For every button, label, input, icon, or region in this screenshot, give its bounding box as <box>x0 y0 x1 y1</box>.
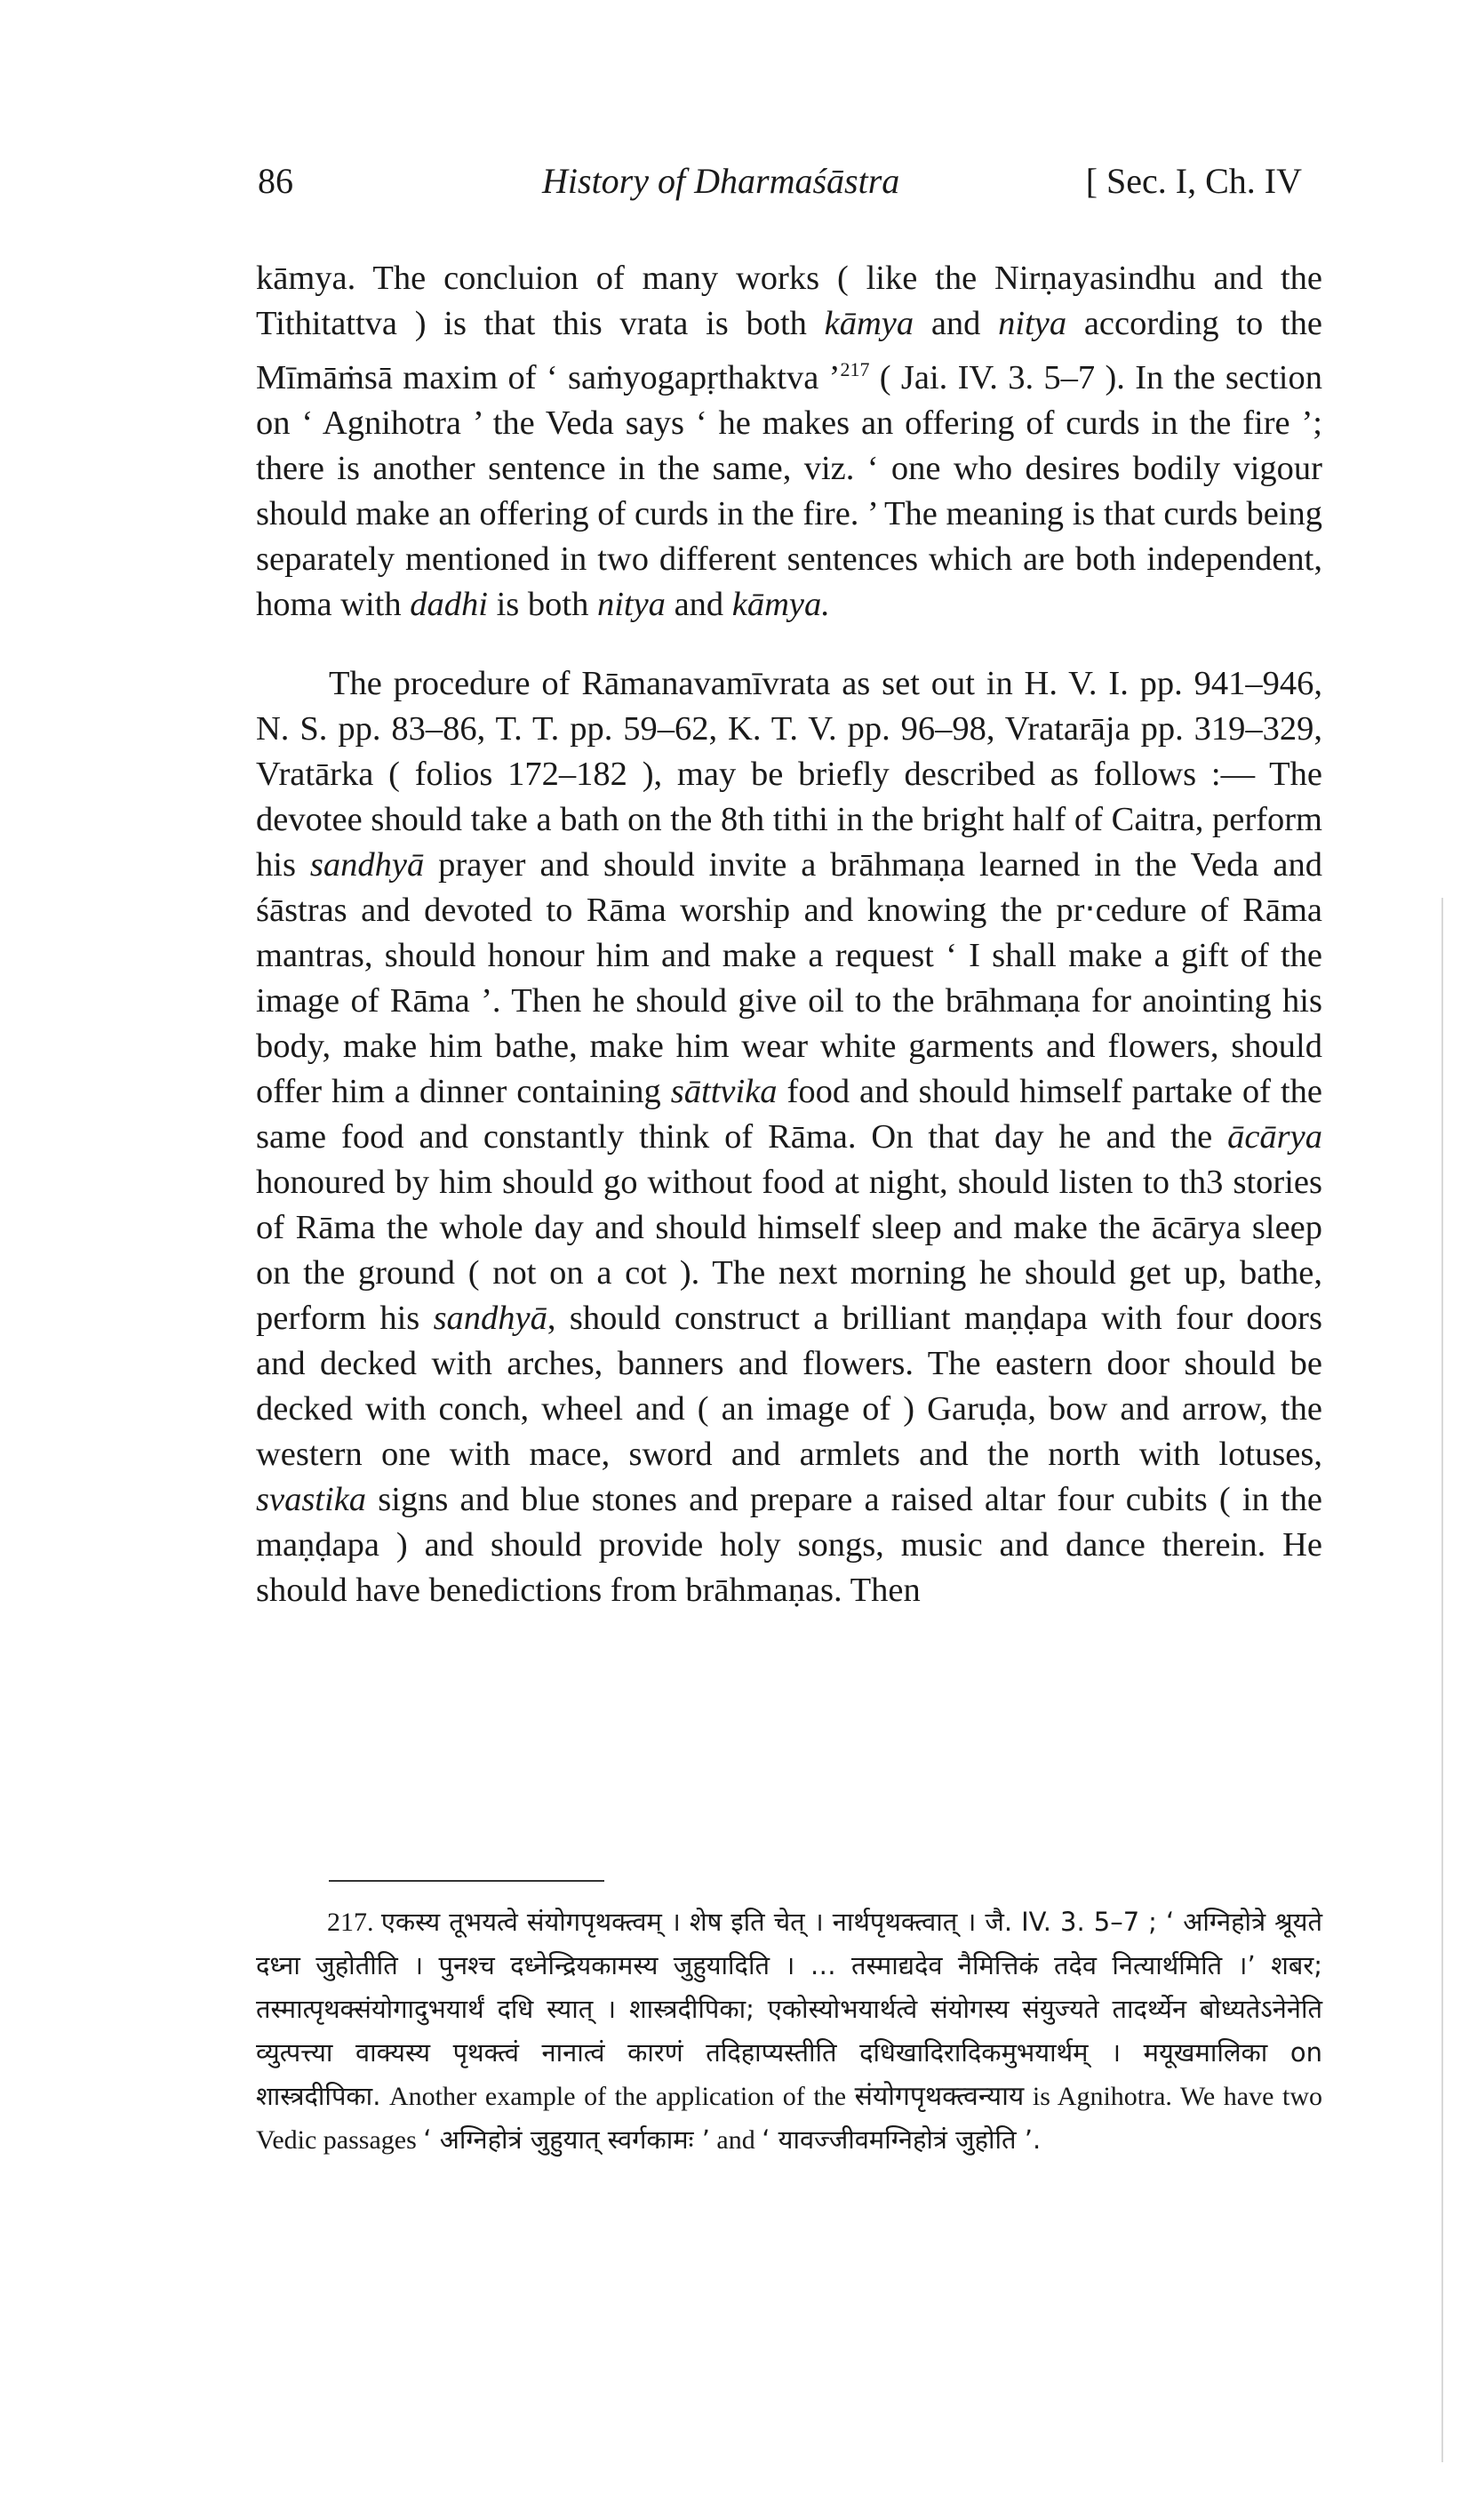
text-run: is both <box>487 586 597 623</box>
text-run: and <box>665 586 732 623</box>
text-run: food and should himself partake of the same food and constantly think of Rāma. On that day he and the <box>256 1073 1322 1156</box>
text-run: signs and blue stones and prepare a raised altar four cubits ( in the maṇḍapa ) and should provide holy songs, music and dance therein. He should have benedictions from brāhmaṇas. Then <box>256 1481 1322 1609</box>
paragraph-2 <box>256 661 1322 1613</box>
section-reference: [ Sec. I, Ch. IV <box>1085 161 1302 201</box>
footnote-sanskrit: एकस्य तूभयत्वे संयोगपृथक्त्वम् । शेष इति चेत् । नार्थपृथक्त्वात् । जै. IV. 3. 5–7 ; ‘ अग्निहोत्रे श्रूयते दध्ना जुहोतीति । पुनश्च दध्नेन्द्रियकामस्य जुहुयादिति । … तस्माद्यदेव नैमित्तिकं तदेव नित्यार्थमिति ।’ शबर; तस्मात्पृथक्संयोगादुभयार्थं दधि स्यात् । शास्त्रदीपिका; एकोस्योभयार्थत्वे संयोगस्य संयुज्यते तादर्थ्येन बोध्यतेऽनेनेति व्युत्पत्त्या वाक्यस्य पृथक्त्वं नानात्वं कारणं तदिहाप्यस्तीति दधिखादिरादिकमुभयार्थम् । मयूखमालिका on शास्त्रदीपिका. <box>256 1907 1322 2111</box>
footnote-217 <box>256 1900 1322 2162</box>
text-run: honoured by him should go without food at night, should listen to th3 stories of Rāma the whole day and should himself sleep and make the ācārya sleep on the ground ( not on a cot ). The next morning he should get up, bathe, perform his <box>256 1164 1322 1337</box>
text-run: kāmya. The concluion of many works ( like the Nirṇayasindhu and the Tithitattva ) is that this vrata is both <box>256 260 1322 342</box>
text-run: , should construct a brilliant maṇḍapa with four doors and decked with arches, banners and flowers. The eastern door should be decked with conch, wheel and ( an image of ) Garuḍa, bow and arrow, the western one with mace, sword and armlets and the north with lotuses, <box>256 1300 1322 1473</box>
page-header <box>258 160 1302 213</box>
italic-term: ācārya <box>1227 1118 1322 1156</box>
italic-term: sāttvika <box>670 1073 778 1110</box>
text-run: and <box>914 305 999 342</box>
paragraph-1 <box>256 256 1322 628</box>
page-number: 86 <box>258 161 293 201</box>
page-edge-line <box>1441 898 1443 2462</box>
text-run: prayer and should invite a brāhmaṇa learned in the Veda and śāstras and devoted to Rāma worship and knowing the pr‧cedure of Rāma mantras, should honour him and make a request ‘ I shall make a gift of the image of Rāma ’. Then he should give oil to the brāhmaṇa for anointing his body, make him bathe, make him wear white garments and flowers, should offer him a dinner containing <box>256 846 1322 1110</box>
italic-term: kāmya <box>824 305 914 342</box>
footnote-quote-1: ‘ अग्निहोत्रं जुहुयात् स्वर्गकामः ’ <box>423 2124 710 2155</box>
footnote-text: Another example of the application of the संयोगपृथक्त्वन्याय is Agnihotra. We have two Vedic passages <box>256 2082 1323 2155</box>
text-run: according to the Mīmāṁsā maxim of ‘ saṁyogapṛthaktva ’ <box>256 305 1322 396</box>
italic-term: svastika <box>256 1481 367 1518</box>
text-run: The procedure of Rāmanavamīvrata as set out in H. V. I. pp. 941–946, N. S. pp. 83–86, T. T. pp. 59–62, K. T. V. pp. 96–98, Vratarāja pp. 319–329, Vratārka ( folios 172–182 ), may be briefly described as follows :— The devotee should take a bath on the 8th tithi in the bright half of Caitra, perform his <box>256 665 1322 884</box>
italic-term: nitya <box>998 305 1067 342</box>
footnote-reference: 217 <box>840 358 870 380</box>
italic-term: nitya <box>596 586 666 623</box>
footnote-quote-2: ‘ यावज्जीवमग्निहोत्रं जुहोति ’. <box>762 2124 1042 2155</box>
main-text <box>256 256 1322 1613</box>
footnote-number: 217. <box>327 1908 374 1937</box>
running-title: History of Dharmaśāstra <box>542 161 900 201</box>
footnote-text: and <box>709 2125 762 2155</box>
italic-term: sandhyā <box>433 1300 547 1337</box>
italic-term: kāmya. <box>731 586 830 623</box>
italic-term: dadhi <box>410 586 488 623</box>
italic-term: sandhyā <box>309 846 425 884</box>
text-run: ( Jai. IV. 3. 5–7 ). In the section on ‘ Agnihotra ’ the Veda says ‘ he makes an offering of curds in the fire ’; there is another sentence in the same, viz. ‘ one who desires bodily vigour should make an offering of curds in the fire. ’ The meaning is that curds being separately mentioned in two different sentences which are both independent, homa with <box>256 359 1322 623</box>
footnote-divider <box>329 1880 604 1882</box>
